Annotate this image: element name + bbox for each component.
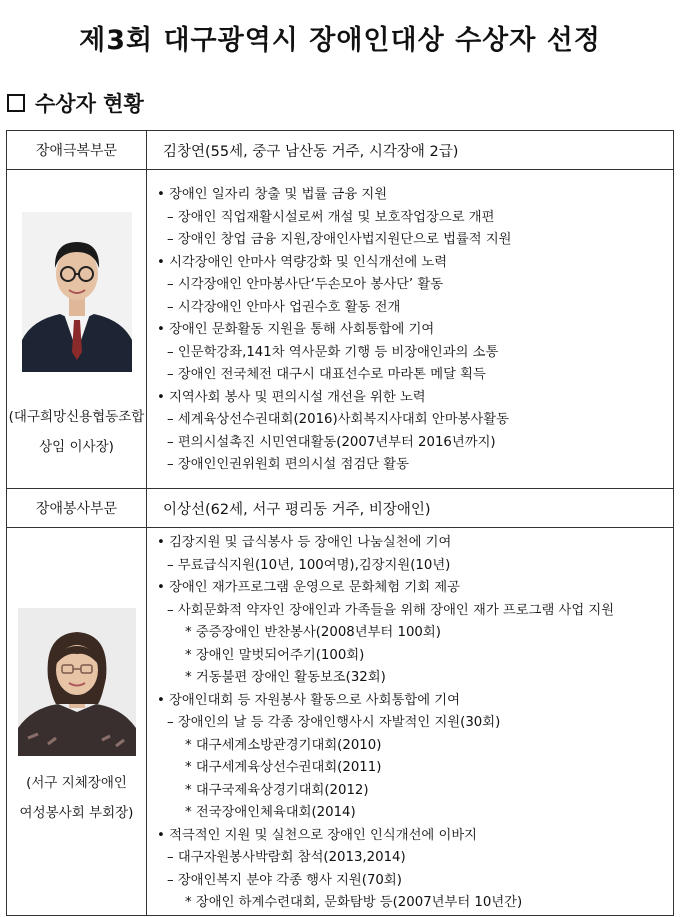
achievement-item-level-3: * 대구세계소방관경기대회(2010) xyxy=(147,735,673,758)
achievement-item-level-2: – 장애인의 날 등 각종 장애인행사시 자발적인 지원(30회) xyxy=(147,712,673,735)
awardee-1-caption-line-2: 상임 이사장) xyxy=(39,439,114,455)
awardee-table xyxy=(6,130,674,916)
awardee-2-detail-row xyxy=(7,528,674,916)
awardee-1-achievement-list xyxy=(147,184,673,477)
achievement-item-level-3: * 대구국제육상경기대회(2012) xyxy=(147,780,673,803)
awardee-1-photo xyxy=(22,212,132,372)
awardee-1-caption-line-1: (대구희망신용협동조합 xyxy=(8,409,145,425)
achievement-item-level-2: – 대구자원봉사박람회 참석(2013,2014) xyxy=(147,847,673,870)
achievement-item-level-1: • 장애인 문화활동 지원을 통해 사회통합에 기여 xyxy=(147,319,673,342)
achievement-item-level-2: – 시각장애인 안마사 업권수호 활동 전개 xyxy=(147,297,673,320)
awardee-2-photo xyxy=(18,608,136,756)
achievement-item-level-1: • 장애인 재가프로그램 운영으로 문화체험 기회 제공 xyxy=(147,577,673,600)
achievement-item-level-1: • 적극적인 지원 및 실천으로 장애인 인식개선에 이바지 xyxy=(147,825,673,848)
awardee-1-category: 장애극복부문 xyxy=(7,131,147,170)
achievement-item-level-3: * 장애인 말벗되어주기(100회) xyxy=(147,645,673,668)
achievement-item-level-3: * 중증장애인 반찬봉사(2008년부터 100회) xyxy=(147,622,673,645)
awardee-1-detail-row xyxy=(7,170,674,489)
section-heading-text: 수상자 현황 xyxy=(35,92,144,116)
achievement-item-level-2: – 무료급식지원(10년, 100여명),김장지원(10년) xyxy=(147,555,673,578)
awardee-1-photo-cell xyxy=(7,170,147,489)
awardee-2-name: 이상선(62세, 서구 평리동 거주, 비장애인) xyxy=(147,489,674,528)
achievement-item-level-3: * 장애인 하계수련대회, 문화탐방 등(2007년부터 10년간) xyxy=(147,892,673,915)
awardee-2-category: 장애봉사부문 xyxy=(7,489,147,528)
awardee-1-name: 김창연(55세, 중구 남산동 거주, 시각장애 2급) xyxy=(147,131,674,170)
achievement-item-level-2: – 장애인 직업재활시설로써 개설 및 보호작업장으로 개편 xyxy=(147,207,673,230)
section-heading xyxy=(7,88,144,118)
achievement-item-level-2: – 장애인 창업 금융 지원,장애인사법지원단으로 법률적 지원 xyxy=(147,229,673,252)
achievement-item-level-2: – 장애인 전국체전 대구시 대표선수로 마라톤 메달 획득 xyxy=(147,364,673,387)
achievement-item-level-2: – 장애인복지 분야 각종 행사 지원(70회) xyxy=(147,870,673,893)
achievement-item-level-2: – 세계육상선수권대회(2016)사회복지사대회 안마봉사활동 xyxy=(147,409,673,432)
achievement-item-level-1: • 시각장애인 안마사 역량강화 및 인식개선에 노력 xyxy=(147,252,673,275)
achievement-item-level-1: • 장애인대회 등 자원봉사 활동으로 사회통합에 기여 xyxy=(147,690,673,713)
achievement-item-level-2: – 사회문화적 약자인 장애인과 가족들을 위해 장애인 재가 프로그램 사업 지원 xyxy=(147,600,673,623)
awardee-2-photo-cell xyxy=(7,528,147,916)
achievement-item-level-1: • 장애인 일자리 창출 및 법률 금융 지원 xyxy=(147,184,673,207)
achievement-item-level-3: * 전국장애인체육대회(2014) xyxy=(147,802,673,825)
achievement-item-level-2: – 장애인인권위원회 편의시설 점검단 활동 xyxy=(147,454,673,477)
awardee-1-header-row xyxy=(7,131,674,170)
achievement-item-level-1: • 김장지원 및 급식봉사 등 장애인 나눔실천에 기여 xyxy=(147,532,673,555)
achievement-item-level-3: * 대구세계육상선수권대회(2011) xyxy=(147,757,673,780)
awardee-2-caption-line-2: 여성봉사회 부회장) xyxy=(19,805,134,821)
awardee-2-header-row xyxy=(7,489,674,528)
achievement-item-level-2: – 시각장애인 안마봉사단‘두손모아 봉사단’ 활동 xyxy=(147,274,673,297)
achievement-item-level-2: – 인문학강좌,141차 역사문화 기행 등 비장애인과의 소통 xyxy=(147,342,673,365)
page-title: 제3회 대구광역시 장애인대상 수상자 선정 xyxy=(79,25,601,56)
achievement-item-level-2: – 편의시설촉진 시민연대활동(2007년부터 2016년까지) xyxy=(147,432,673,455)
awardee-1-achievements xyxy=(147,170,674,489)
achievement-item-level-3: * 거동불편 장애인 활동보조(32회) xyxy=(147,667,673,690)
awardee-2-achievement-list xyxy=(147,532,673,915)
checkbox-square-icon xyxy=(7,94,25,112)
achievement-item-level-1: • 지역사회 봉사 및 편의시설 개선을 위한 노력 xyxy=(147,387,673,410)
awardee-2-achievements xyxy=(147,528,674,916)
awardee-2-caption-line-1: (서구 지체장애인 xyxy=(26,775,127,791)
